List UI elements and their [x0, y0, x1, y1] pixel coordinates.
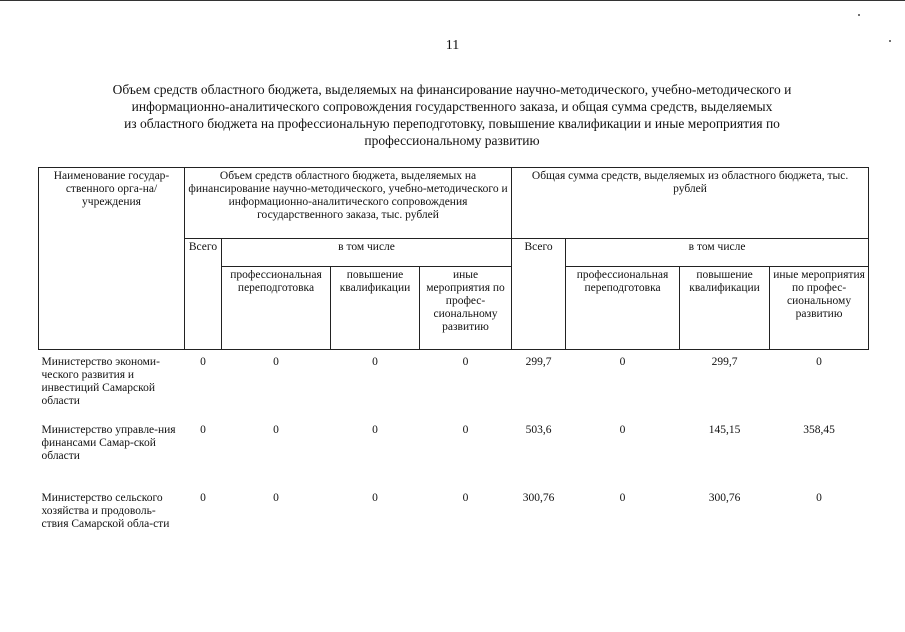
column-header-other-1: иные мероприятия по профес-сиональному развитию — [420, 267, 512, 350]
scan-speck — [858, 14, 860, 16]
column-header-retraining-1: профессиональная переподготовка — [222, 267, 331, 350]
table-cell: 0 — [619, 492, 626, 504]
table-cell: 0 — [200, 356, 206, 368]
title-line: Объем средств областного бюджета, выделяемых на финансирование научно-методического, учебно-методического и — [112, 82, 792, 97]
table-cell: 0 — [273, 424, 279, 436]
table-cell: 0 — [462, 492, 469, 504]
title-line: информационно-аналитического сопровождения государственного заказа, и общая сумма средств, выделяемых — [131, 99, 773, 114]
column-header-including-2: в том числе — [566, 239, 869, 267]
table-cell: 0 — [619, 424, 626, 436]
table-cell: 299,7 — [525, 356, 552, 368]
column-header-total-1: Всего — [185, 239, 222, 350]
organization-name: Министерство управле-ния финансами Самар-ской области — [41, 424, 176, 462]
top-border-line — [0, 0, 905, 1]
table-cell: 0 — [372, 492, 378, 504]
table-row — [39, 486, 869, 562]
column-group-methodical-support: Объем средств областного бюджета, выделяемых на финансирование научно-методического, учебно-методического и информационно-аналитического сопровождения государственного заказа, тыс. рублей — [185, 168, 512, 239]
page-number: 11 — [445, 38, 460, 53]
column-header-total-2: Всего — [512, 239, 566, 350]
column-header-organization: Наименование государ-ственного орга-на/учреждения — [39, 168, 185, 350]
column-header-other-2: иные мероприятия по профес-сиональному развитию — [770, 267, 869, 350]
column-group-total-funds: Общая сумма средств, выделяемых из областного бюджета, тыс. рублей — [512, 168, 869, 239]
organization-name: Министерство экономи-ческого развития и инвестиций Самарской области — [41, 356, 160, 407]
table-cell: 503,6 — [525, 424, 552, 436]
column-header-retraining-2: профессиональная переподготовка — [566, 267, 680, 350]
table-cell: 0 — [200, 424, 206, 436]
table-cell: 300,76 — [708, 492, 741, 504]
table-cell: 145,15 — [708, 424, 741, 436]
table-cell: 0 — [273, 356, 279, 368]
table-row — [39, 418, 869, 486]
header-row-groups — [39, 168, 869, 239]
table-cell: 0 — [200, 492, 206, 504]
table-cell: 0 — [462, 356, 469, 368]
organization-name: Министерство сельского хозяйства и продоволь-ствия Самарской обла-сти — [41, 492, 170, 530]
table-cell: 0 — [462, 424, 469, 436]
title-line: профессиональному развитию — [364, 133, 540, 148]
column-header-qualification-2: повышение квалификации — [680, 267, 770, 350]
table-cell: 300,76 — [522, 492, 555, 504]
table-cell: 299,7 — [711, 356, 738, 368]
table-cell: 0 — [372, 356, 378, 368]
table-cell: 0 — [816, 492, 822, 504]
title-line: из областного бюджета на профессиональную переподготовку, повышение квалификации и иные мероприятия по — [124, 116, 780, 131]
column-header-including-1: в том числе — [222, 239, 512, 267]
table-row — [39, 350, 869, 419]
table-cell: 0 — [273, 492, 279, 504]
table-cell: 0 — [619, 356, 626, 368]
table-cell: 358,45 — [803, 424, 835, 436]
table-cell: 0 — [816, 356, 822, 368]
document-title — [62, 81, 842, 149]
table-cell: 0 — [372, 424, 378, 436]
column-header-qualification-1: повышение квалификации — [331, 267, 420, 350]
budget-table — [38, 167, 869, 562]
